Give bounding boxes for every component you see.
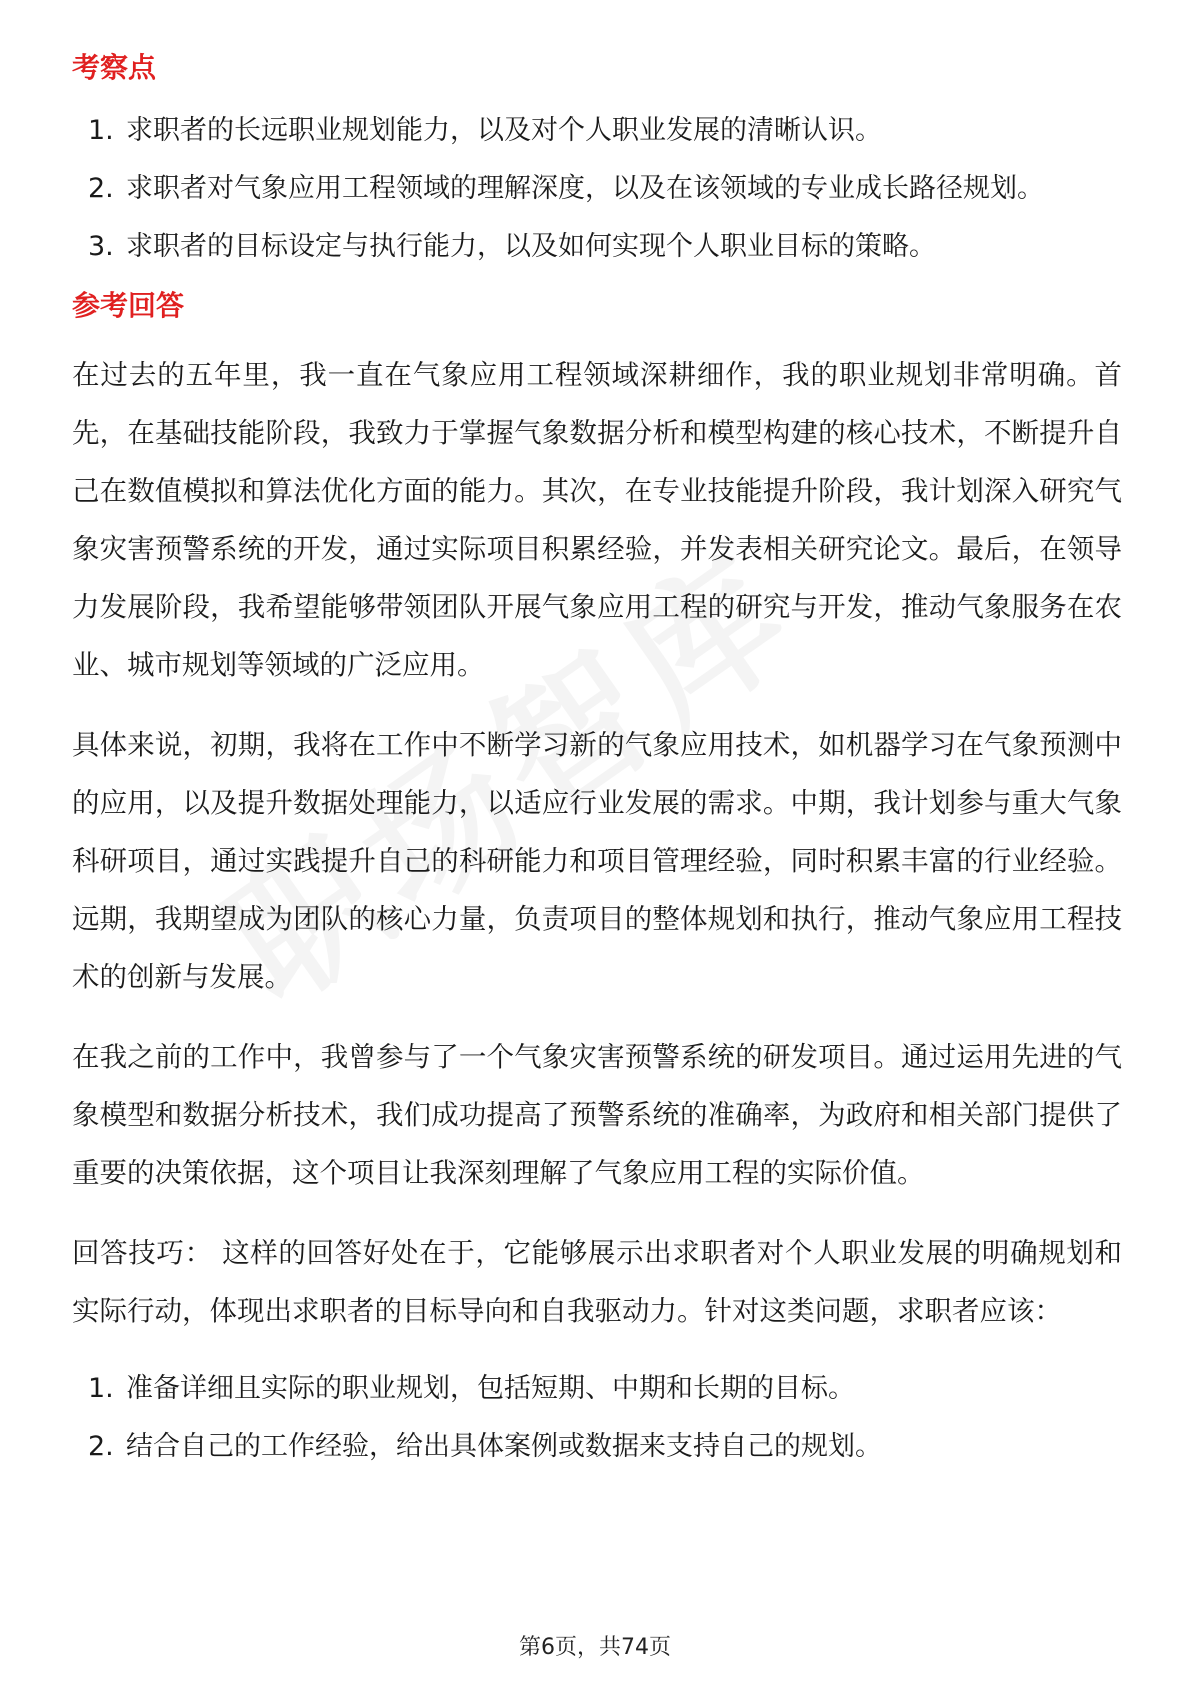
list-item-number: 2. <box>88 173 114 204</box>
list-item-text: 求职者对气象应用工程领域的理解深度，以及在该领域的专业成长路径规划。 <box>126 173 1044 204</box>
list-item-number: 1. <box>88 115 114 146</box>
list-item-text: 求职者的长远职业规划能力，以及对个人职业发展的清晰认识。 <box>126 115 882 146</box>
kaocha-list <box>72 102 1122 276</box>
list-item-number: 2. <box>88 1431 114 1462</box>
answer-tips-paragraph: 回答技巧： 这样的回答好处在于，它能够展示出求职者对个人职业发展的明确规划和实际行动，体现出求职者的目标导向和自我驱动力。针对这类问题，求职者应该： <box>72 1237 1122 1327</box>
page-number-footer: 第6页，共74页 <box>519 1635 671 1660</box>
tips-list <box>72 1360 1122 1476</box>
list-item-number: 3. <box>88 231 114 262</box>
list-item-text: 求职者的目标设定与执行能力，以及如何实现个人职业目标的策略。 <box>126 231 936 262</box>
list-item-number: 1. <box>88 1373 114 1404</box>
answer-paragraph-1: 在过去的五年里，我一直在气象应用工程领域深耕细作，我的职业规划非常明确。首先，在基础技能阶段，我致力于掌握气象数据分析和模型构建的核心技术，不断提升自己在数值模拟和算法优化方面的能力。其次，在专业技能提升阶段，我计划深入研究气象灾害预警系统的开发，通过实际项目积累经验，并发表相关研究论文。最后，在领导力发展阶段，我希望能够带领团队开展气象应用工程的研究与开发，推动气象服务在农业、城市规划等领域的广泛应用。 <box>72 359 1122 681</box>
list-item <box>72 1360 1122 1418</box>
list-item <box>72 1418 1122 1476</box>
list-item <box>72 218 1122 276</box>
section-title-kaocha: 考察点 <box>72 51 157 84</box>
list-item-text: 准备详细且实际的职业规划，包括短期、中期和长期的目标。 <box>126 1373 855 1404</box>
answer-paragraph-2: 具体来说，初期，我将在工作中不断学习新的气象应用技术，如机器学习在气象预测中的应用，以及提升数据处理能力，以适应行业发展的需求。中期，我计划参与重大气象科研项目，通过实践提升自己的科研能力和项目管理经验，同时积累丰富的行业经验。远期，我期望成为团队的核心力量，负责项目的整体规划和执行，推动气象应用工程技术的创新与发展。 <box>72 729 1122 993</box>
section-title-answer: 参考回答 <box>72 289 185 322</box>
page-content <box>72 48 1122 1476</box>
list-item <box>72 160 1122 218</box>
answer-paragraph-3: 在我之前的工作中，我曾参与了一个气象灾害预警系统的研发项目。通过运用先进的气象模型和数据分析技术，我们成功提高了预警系统的准确率，为政府和相关部门提供了重要的决策依据，这个项目让我深刻理解了气象应用工程的实际价值。 <box>72 1041 1122 1189</box>
list-item <box>72 102 1122 160</box>
list-item-text: 结合自己的工作经验，给出具体案例或数据来支持自己的规划。 <box>126 1431 882 1462</box>
